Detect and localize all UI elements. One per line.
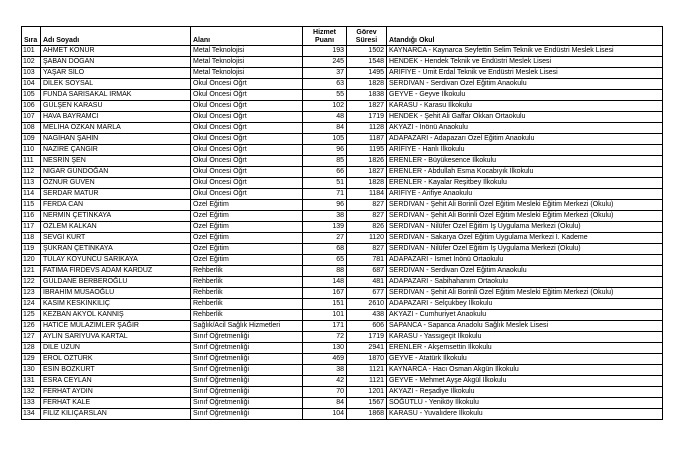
cell-atandigi-okul: KAYNARCA - Hacı Osman Akgün İlkokulu <box>387 365 663 376</box>
cell-hizmet-puani: 469 <box>303 354 347 365</box>
cell-adi-soyadi: AHMET KONUR <box>41 46 191 57</box>
cell-gorev-suresi: 827 <box>347 211 387 222</box>
cell-hizmet-puani: 68 <box>303 244 347 255</box>
header-alani: Alanı <box>191 27 303 46</box>
cell-atandigi-okul: GEYVE - Mehmet Ayşe Akgül İlkokulu <box>387 376 663 387</box>
cell-alani: Okul Öncesi Öğrt <box>191 101 303 112</box>
header-hizmet-puani: Hizmet Puanı <box>303 27 347 46</box>
table-header-row <box>22 27 663 46</box>
cell-atandigi-okul: KARASU - Karasu İlkokulu <box>387 101 663 112</box>
cell-sira: 109 <box>22 134 41 145</box>
cell-sira: 101 <box>22 46 41 57</box>
table-row <box>22 46 663 57</box>
table-row <box>22 134 663 145</box>
cell-adi-soyadi: DİLEK SOYSAL <box>41 79 191 90</box>
cell-alani: Okul Öncesi Öğrt <box>191 178 303 189</box>
cell-adi-soyadi: FATIMA FİRDEVS ADAM KARDUZ <box>41 266 191 277</box>
cell-adi-soyadi: NİGAR GÜNDOĞAN <box>41 167 191 178</box>
cell-atandigi-okul: AKYAZI - Reşadiye İlkokulu <box>387 387 663 398</box>
table-row <box>22 365 663 376</box>
cell-gorev-suresi: 1868 <box>347 409 387 420</box>
cell-adi-soyadi: DİLE UZUN <box>41 343 191 354</box>
cell-atandigi-okul: SERDİVAN - Şehit Ali Borinli Özel Eğitim Mesleki Eğitim Merkezi (Okulu) <box>387 211 663 222</box>
cell-alani: Özel Eğitim <box>191 222 303 233</box>
cell-atandigi-okul: SERDİVAN - Nilüfer Özel Eğitim İş Uygulama Merkezi (Okulu) <box>387 222 663 233</box>
cell-hizmet-puani: 102 <box>303 101 347 112</box>
cell-sira: 129 <box>22 354 41 365</box>
table-row <box>22 167 663 178</box>
cell-adi-soyadi: SERDAR MATUR <box>41 189 191 200</box>
cell-gorev-suresi: 1121 <box>347 376 387 387</box>
cell-atandigi-okul: ARİFİYE - Arifiye Anaokulu <box>387 189 663 200</box>
cell-adi-soyadi: İBRAHİM MUSAOĞLU <box>41 288 191 299</box>
cell-alani: Metal Teknolojisi <box>191 46 303 57</box>
table-row <box>22 288 663 299</box>
cell-alani: Sınıf Öğretmenliği <box>191 343 303 354</box>
cell-alani: Metal Teknolojisi <box>191 57 303 68</box>
cell-sira: 107 <box>22 112 41 123</box>
cell-hizmet-puani: 151 <box>303 299 347 310</box>
cell-gorev-suresi: 1828 <box>347 79 387 90</box>
cell-alani: Özel Eğitim <box>191 200 303 211</box>
cell-hizmet-puani: 71 <box>303 189 347 200</box>
cell-adi-soyadi: NAZİRE ÇANGIR <box>41 145 191 156</box>
cell-alani: Okul Öncesi Öğrt <box>191 123 303 134</box>
cell-adi-soyadi: HATİCE MÜLAZİMLER ŞAĞIR <box>41 321 191 332</box>
cell-atandigi-okul: ADAPAZARI - Adapazarı Özel Eğitim Anaokulu <box>387 134 663 145</box>
cell-atandigi-okul: HENDEK - Hendek Teknik ve Endüstri Meslek Lisesi <box>387 57 663 68</box>
table-row <box>22 266 663 277</box>
cell-atandigi-okul: SERDİVAN - Nilüfer Özel Eğitim İş Uygulama Merkezi (Okulu) <box>387 244 663 255</box>
cell-adi-soyadi: HAVA BAYRAMCI <box>41 112 191 123</box>
table-row <box>22 200 663 211</box>
cell-hizmet-puani: 51 <box>303 178 347 189</box>
cell-gorev-suresi: 827 <box>347 244 387 255</box>
cell-adi-soyadi: NERMİN ÇETİNKAYA <box>41 211 191 222</box>
cell-atandigi-okul: GEYVE - Atatürk İlkokulu <box>387 354 663 365</box>
cell-adi-soyadi: FERHAT AYDIN <box>41 387 191 398</box>
cell-atandigi-okul: KARASU - Yassıgeçit İlkokulu <box>387 332 663 343</box>
cell-sira: 130 <box>22 365 41 376</box>
cell-gorev-suresi: 826 <box>347 222 387 233</box>
cell-alani: Okul Öncesi Öğrt <box>191 156 303 167</box>
cell-hizmet-puani: 96 <box>303 200 347 211</box>
cell-hizmet-puani: 88 <box>303 266 347 277</box>
table-row <box>22 68 663 79</box>
cell-hizmet-puani: 245 <box>303 57 347 68</box>
cell-adi-soyadi: KEZBAN AKYOL KANNIŞ <box>41 310 191 321</box>
cell-hizmet-puani: 84 <box>303 123 347 134</box>
cell-adi-soyadi: GÜLDANE BERBEROĞLU <box>41 277 191 288</box>
cell-gorev-suresi: 1128 <box>347 123 387 134</box>
cell-atandigi-okul: ERENLER - Büyükesence İlkokulu <box>387 156 663 167</box>
cell-atandigi-okul: ADAPAZARI - İsmet İnönü Ortaokulu <box>387 255 663 266</box>
cell-alani: Okul Öncesi Öğrt <box>191 79 303 90</box>
cell-gorev-suresi: 1828 <box>347 178 387 189</box>
cell-atandigi-okul: AKYAZI - İnönü Anaokulu <box>387 123 663 134</box>
cell-sira: 113 <box>22 178 41 189</box>
cell-hizmet-puani: 27 <box>303 233 347 244</box>
cell-atandigi-okul: ADAPAZARI - Selçukbey İlkokulu <box>387 299 663 310</box>
header-adi-soyadi: Adı Soyadı <box>41 27 191 46</box>
cell-alani: Okul Öncesi Öğrt <box>191 112 303 123</box>
cell-sira: 106 <box>22 101 41 112</box>
cell-sira: 116 <box>22 211 41 222</box>
cell-sira: 133 <box>22 398 41 409</box>
cell-hizmet-puani: 70 <box>303 387 347 398</box>
cell-alani: Özel Eğitim <box>191 211 303 222</box>
cell-sira: 124 <box>22 299 41 310</box>
cell-atandigi-okul: ERENLER - Abdullah Esma Kocabıyık İlkokulu <box>387 167 663 178</box>
cell-sira: 112 <box>22 167 41 178</box>
cell-alani: Okul Öncesi Öğrt <box>191 145 303 156</box>
assignment-document <box>21 26 663 420</box>
cell-hizmet-puani: 55 <box>303 90 347 101</box>
cell-gorev-suresi: 687 <box>347 266 387 277</box>
cell-atandigi-okul: SAPANCA - Sapanca Anadolu Sağlık Meslek Lisesi <box>387 321 663 332</box>
cell-gorev-suresi: 1567 <box>347 398 387 409</box>
cell-hizmet-puani: 42 <box>303 376 347 387</box>
table-row <box>22 376 663 387</box>
cell-sira: 120 <box>22 255 41 266</box>
cell-alani: Sınıf Öğretmenliği <box>191 376 303 387</box>
table-row <box>22 354 663 365</box>
table-body <box>22 46 663 420</box>
cell-gorev-suresi: 481 <box>347 277 387 288</box>
cell-gorev-suresi: 781 <box>347 255 387 266</box>
cell-gorev-suresi: 2610 <box>347 299 387 310</box>
cell-adi-soyadi: EROL ÖZTÜRK <box>41 354 191 365</box>
cell-hizmet-puani: 65 <box>303 255 347 266</box>
cell-adi-soyadi: ŞABAN DOGAN <box>41 57 191 68</box>
cell-alani: Sağlık/Acil Sağlık Hizmetleri <box>191 321 303 332</box>
cell-gorev-suresi: 677 <box>347 288 387 299</box>
table-row <box>22 233 663 244</box>
table-row <box>22 156 663 167</box>
cell-sira: 111 <box>22 156 41 167</box>
cell-atandigi-okul: SERDİVAN - Şehit Ali Borinli Özel Eğitim Mesleki Eğitim Merkezi (Okulu) <box>387 200 663 211</box>
cell-adi-soyadi: NAGİHAN ŞAHİN <box>41 134 191 145</box>
cell-hizmet-puani: 66 <box>303 167 347 178</box>
cell-alani: Sınıf Öğretmenliği <box>191 365 303 376</box>
cell-adi-soyadi: FUNDA SARISAKAL IRMAK <box>41 90 191 101</box>
cell-hizmet-puani: 171 <box>303 321 347 332</box>
cell-gorev-suresi: 1719 <box>347 112 387 123</box>
cell-hizmet-puani: 130 <box>303 343 347 354</box>
cell-gorev-suresi: 438 <box>347 310 387 321</box>
cell-hizmet-puani: 85 <box>303 156 347 167</box>
cell-hizmet-puani: 96 <box>303 145 347 156</box>
table-row <box>22 321 663 332</box>
cell-alani: Okul Öncesi Öğrt <box>191 167 303 178</box>
cell-adi-soyadi: MELİHA ÖZKAN MARLA <box>41 123 191 134</box>
cell-alani: Rehberlik <box>191 288 303 299</box>
cell-atandigi-okul: SERDİVAN - Serdivan Özel Eğitim Anaokulu <box>387 79 663 90</box>
cell-atandigi-okul: HENDEK - Şehit Ali Gaffar Okkan Ortaokulu <box>387 112 663 123</box>
table-row <box>22 178 663 189</box>
cell-sira: 121 <box>22 266 41 277</box>
cell-alani: Rehberlik <box>191 299 303 310</box>
cell-hizmet-puani: 38 <box>303 211 347 222</box>
cell-alani: Okul Öncesi Öğrt <box>191 134 303 145</box>
cell-sira: 128 <box>22 343 41 354</box>
cell-sira: 123 <box>22 288 41 299</box>
header-gorev-suresi: Görev Süresi <box>347 27 387 46</box>
table-row <box>22 145 663 156</box>
table-row <box>22 244 663 255</box>
cell-adi-soyadi: ŞÜKRAN ÇETİNKAYA <box>41 244 191 255</box>
cell-hizmet-puani: 37 <box>303 68 347 79</box>
cell-sira: 105 <box>22 90 41 101</box>
table-row <box>22 332 663 343</box>
cell-gorev-suresi: 1548 <box>347 57 387 68</box>
cell-sira: 117 <box>22 222 41 233</box>
cell-gorev-suresi: 1187 <box>347 134 387 145</box>
cell-gorev-suresi: 1502 <box>347 46 387 57</box>
cell-adi-soyadi: FERDA CAN <box>41 200 191 211</box>
header-sira: Sıra <box>22 27 41 46</box>
cell-hizmet-puani: 104 <box>303 409 347 420</box>
cell-gorev-suresi: 1827 <box>347 167 387 178</box>
cell-alani: Sınıf Öğretmenliği <box>191 332 303 343</box>
header-atandigi-okul: Atandığı Okul <box>387 27 663 46</box>
cell-hizmet-puani: 38 <box>303 365 347 376</box>
cell-sira: 104 <box>22 79 41 90</box>
cell-alani: Rehberlik <box>191 310 303 321</box>
table-row <box>22 398 663 409</box>
cell-atandigi-okul: SÖĞÜTLÜ - Yeniköy İlkokulu <box>387 398 663 409</box>
cell-atandigi-okul: ERENLER - Kayalar Reşitbey İlkokulu <box>387 178 663 189</box>
cell-gorev-suresi: 1826 <box>347 156 387 167</box>
table-row <box>22 211 663 222</box>
table-row <box>22 222 663 233</box>
cell-adi-soyadi: NESRİN ŞEN <box>41 156 191 167</box>
cell-gorev-suresi: 1121 <box>347 365 387 376</box>
cell-hizmet-puani: 148 <box>303 277 347 288</box>
cell-sira: 131 <box>22 376 41 387</box>
cell-adi-soyadi: GÜLŞEN KARASU <box>41 101 191 112</box>
cell-atandigi-okul: KAYNARCA - Kaynarca Seyfettin Selim Teknik ve Endüstri Meslek Lisesi <box>387 46 663 57</box>
cell-gorev-suresi: 2941 <box>347 343 387 354</box>
cell-gorev-suresi: 1870 <box>347 354 387 365</box>
cell-alani: Özel Eğitim <box>191 233 303 244</box>
cell-atandigi-okul: ADAPAZARI - Sabihahanım Ortaokulu <box>387 277 663 288</box>
cell-alani: Sınıf Öğretmenliği <box>191 387 303 398</box>
cell-hizmet-puani: 72 <box>303 332 347 343</box>
cell-atandigi-okul: GEYVE - Geyve İlkokulu <box>387 90 663 101</box>
cell-alani: Sınıf Öğretmenliği <box>191 354 303 365</box>
cell-sira: 122 <box>22 277 41 288</box>
cell-gorev-suresi: 1184 <box>347 189 387 200</box>
cell-hizmet-puani: 167 <box>303 288 347 299</box>
table-row <box>22 189 663 200</box>
cell-alani: Rehberlik <box>191 266 303 277</box>
cell-atandigi-okul: ARİFİYE - Ümit Erdal Teknik ve Endüstri Meslek Lisesi <box>387 68 663 79</box>
table-row <box>22 343 663 354</box>
cell-sira: 108 <box>22 123 41 134</box>
cell-hizmet-puani: 48 <box>303 112 347 123</box>
cell-sira: 115 <box>22 200 41 211</box>
cell-gorev-suresi: 827 <box>347 200 387 211</box>
cell-adi-soyadi: FİLİZ KILIÇARSLAN <box>41 409 191 420</box>
cell-adi-soyadi: ESRA CEYLAN <box>41 376 191 387</box>
cell-alani: Sınıf Öğretmenliği <box>191 409 303 420</box>
cell-gorev-suresi: 1201 <box>347 387 387 398</box>
table-row <box>22 310 663 321</box>
cell-adi-soyadi: KASIM KESKİNKILIÇ <box>41 299 191 310</box>
table-row <box>22 277 663 288</box>
cell-gorev-suresi: 1120 <box>347 233 387 244</box>
table-row <box>22 112 663 123</box>
table-row <box>22 123 663 134</box>
table-row <box>22 409 663 420</box>
cell-alani: Okul Öncesi Öğrt <box>191 189 303 200</box>
cell-adi-soyadi: ÖZLEM KALKAN <box>41 222 191 233</box>
cell-hizmet-puani: 193 <box>303 46 347 57</box>
cell-hizmet-puani: 105 <box>303 134 347 145</box>
table-row <box>22 90 663 101</box>
cell-gorev-suresi: 1495 <box>347 68 387 79</box>
cell-hizmet-puani: 101 <box>303 310 347 321</box>
cell-sira: 119 <box>22 244 41 255</box>
cell-gorev-suresi: 1838 <box>347 90 387 101</box>
table-row <box>22 387 663 398</box>
cell-sira: 132 <box>22 387 41 398</box>
cell-gorev-suresi: 1195 <box>347 145 387 156</box>
cell-sira: 127 <box>22 332 41 343</box>
table-row <box>22 101 663 112</box>
cell-adi-soyadi: TÜLAY KOYUNCU SARIKAYA <box>41 255 191 266</box>
cell-atandigi-okul: SERDİVAN - Şehit Ali Borinli Özel Eğitim Mesleki Eğitim Merkezi (Okulu) <box>387 288 663 299</box>
cell-sira: 114 <box>22 189 41 200</box>
cell-gorev-suresi: 606 <box>347 321 387 332</box>
cell-atandigi-okul: SERDİVAN - Sakarya Özel Eğitim Uygulama Merkezi I. Kademe <box>387 233 663 244</box>
cell-gorev-suresi: 1827 <box>347 101 387 112</box>
cell-hizmet-puani: 63 <box>303 79 347 90</box>
table-row <box>22 57 663 68</box>
cell-adi-soyadi: FERHAT KALE <box>41 398 191 409</box>
table-row <box>22 255 663 266</box>
cell-sira: 125 <box>22 310 41 321</box>
cell-sira: 110 <box>22 145 41 156</box>
cell-atandigi-okul: KARASU - Yuvalıdere İlkokulu <box>387 409 663 420</box>
cell-hizmet-puani: 139 <box>303 222 347 233</box>
cell-sira: 134 <box>22 409 41 420</box>
cell-atandigi-okul: ERENLER - Akşemsettin İlkokulu <box>387 343 663 354</box>
cell-hizmet-puani: 84 <box>303 398 347 409</box>
cell-alani: Metal Teknolojisi <box>191 68 303 79</box>
cell-atandigi-okul: ARİFİYE - Hanlı İlkokulu <box>387 145 663 156</box>
cell-alani: Özel Eğitim <box>191 255 303 266</box>
table-row <box>22 79 663 90</box>
cell-adi-soyadi: ESİN BOZKURT <box>41 365 191 376</box>
cell-sira: 126 <box>22 321 41 332</box>
cell-alani: Sınıf Öğretmenliği <box>191 398 303 409</box>
cell-alani: Özel Eğitim <box>191 244 303 255</box>
cell-atandigi-okul: AKYAZI - Cumhuriyet Anaokulu <box>387 310 663 321</box>
table-row <box>22 299 663 310</box>
cell-alani: Okul Öncesi Öğrt <box>191 90 303 101</box>
assignment-table <box>21 26 663 420</box>
cell-sira: 103 <box>22 68 41 79</box>
cell-adi-soyadi: SEVGİ KURT <box>41 233 191 244</box>
cell-atandigi-okul: SERDİVAN - Serdivan Özel Eğitim Anaokulu <box>387 266 663 277</box>
cell-adi-soyadi: AYLİN SARIYUVA KARTAL <box>41 332 191 343</box>
cell-sira: 102 <box>22 57 41 68</box>
cell-alani: Rehberlik <box>191 277 303 288</box>
cell-adi-soyadi: ÖZNUR GÜVEN <box>41 178 191 189</box>
cell-gorev-suresi: 1719 <box>347 332 387 343</box>
cell-sira: 118 <box>22 233 41 244</box>
cell-adi-soyadi: YAŞAR SİLO <box>41 68 191 79</box>
